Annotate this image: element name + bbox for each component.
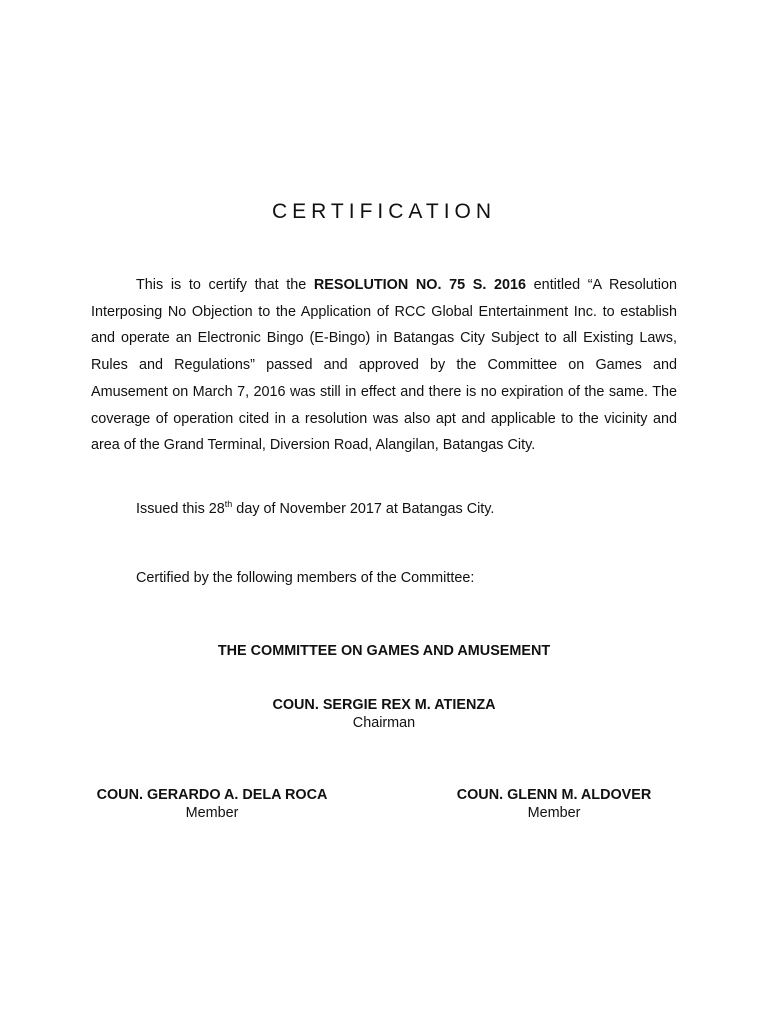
certification-paragraph (91, 272, 677, 459)
committee-name: THE COMMITTEE ON GAMES AND AMUSEMENT (217, 643, 551, 659)
document-title: CERTIFICATION (271, 200, 497, 223)
issued-line (136, 500, 494, 518)
member-signature-right (440, 786, 668, 822)
issued-prefix: Issued this 28 (136, 501, 225, 517)
resolution-number: RESOLUTION NO. 75 S. 2016 (313, 277, 527, 293)
member-name: COUN. GLENN M. ALDOVER (456, 787, 652, 803)
issued-suffix: day of November 2017 at Batangas City. (232, 501, 495, 517)
issued-ordinal: th (224, 499, 233, 510)
member-name: COUN. GERARDO A. DELA ROCA (96, 787, 328, 803)
paragraph-intro: This is to certify that the (136, 277, 314, 293)
chairman-role: Chairman (352, 715, 416, 731)
member-signature-left (80, 786, 344, 822)
certified-by-line: Certified by the following members of the Committee: (136, 570, 475, 586)
member-role: Member (527, 805, 581, 821)
paragraph-rest: entitled “A Resolution Interposing No Objection to the Application of RCC Global Entertainment Inc. to establish and operate an Electronic Bingo (E-Bingo) in Batangas City Subject to all Existing Laws, Rules and Regulations” passed and approved by the Committee on Games and Amusement on March 7, 2016 was still in effect and there is no expiration of the same. The coverage of operation cited in a resolution was also apt and applicable to the vicinity and area of the Grand Terminal, Diversion Road, Alangilan, Batangas City. (91, 277, 677, 454)
chairman-name: COUN. SERGIE REX M. ATIENZA (272, 697, 496, 713)
member-role: Member (185, 805, 239, 821)
